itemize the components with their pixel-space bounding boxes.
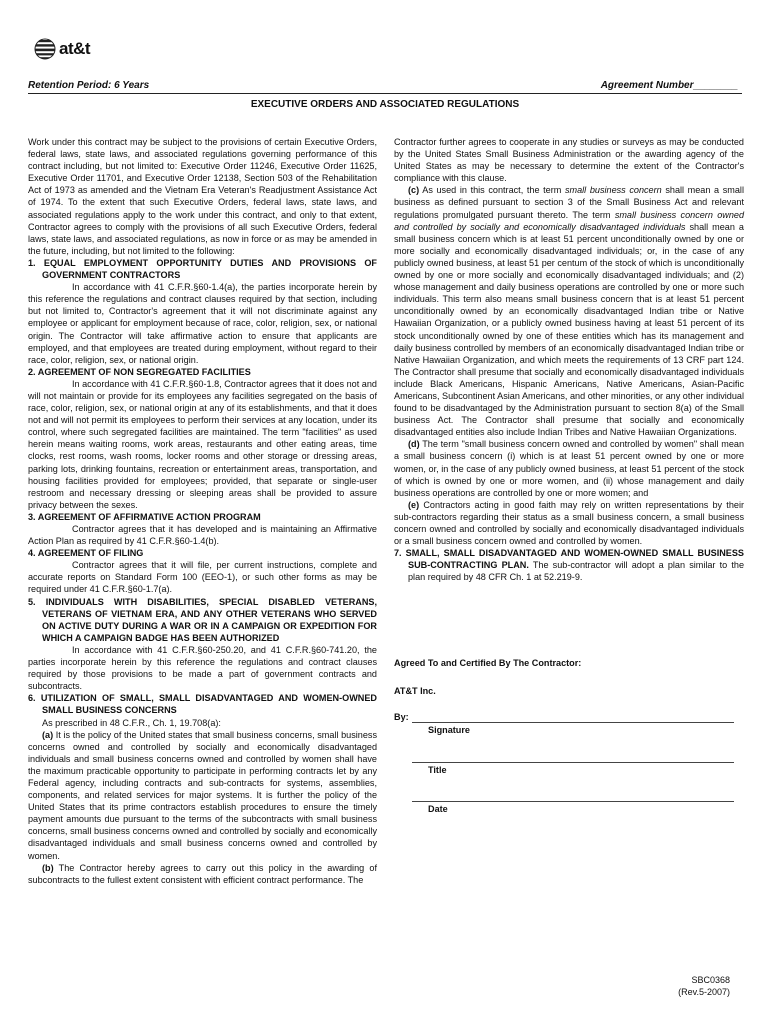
section-2-body: In accordance with 41 C.F.R.§60-1.8, Contractor agrees that it does not and will not maintain or provide for its employees any facilities segregated on the basis of race, color, religion, sex, or national origin at any of its establishments, and that it does not and will not permit its employees to perform their services at any location, under its control, where such segregated facilities are maintained. The term "facilities" as used herein means waiting rooms, work areas, restaurants and other eating areas, time clocks, rest rooms, wash rooms, locker rooms and other storage or dressing areas, parking lots, drinking fountains, recreation or entertainment areas, transportation, and housing facilities provided for employees; provided, that separate or single-user restroom and necessary dressing or sleeping areas shall be provided to assure privacy between the sexes. bbox=[28, 378, 377, 510]
section-3-heading: 3. AGREEMENT OF AFFIRMATIVE ACTION PROGRAM bbox=[28, 511, 261, 522]
clause-d-label: (d) bbox=[408, 439, 420, 450]
clause-a-label: (a) bbox=[42, 729, 54, 740]
left-column bbox=[28, 136, 377, 886]
section-6-heading: 6. UTILIZATION OF SMALL, SMALL DISADVANTAGED AND WOMEN-OWNED SMALL BUSINESS CONCERNS bbox=[28, 693, 377, 716]
title-label: Title bbox=[428, 765, 447, 775]
clause-c-term-1: small business concern bbox=[564, 185, 662, 196]
clause-c-term-2: small business concern owned and controlled by socially and economically disadvantaged individuals bbox=[394, 209, 744, 232]
section-5-heading: 5. INDIVIDUALS WITH DISABILITIES, SPECIAL DISABLED VETERANS, VETERANS OF VIETNAM ERA, AND ANY OTHER VETERANS WHO SERVED ON ACTIVE DUTY DURING A WAR OR IN A CAMPAIGN OR EXPEDITION FOR WHICH A CAMPAIGN BADGE HAS BEEN AUTHORIZED bbox=[28, 596, 377, 643]
section-2-heading: 2. AGREEMENT OF NON SEGREGATED FACILITIES bbox=[28, 366, 251, 377]
clause-e-text: Contractors acting in good faith may rely on written representations by their sub-contractors regarding their status as a small business concern, a small business concern owned and controlled by socially and economically disadvantaged individuals or a small business concern owned and controlled by women. bbox=[394, 499, 744, 547]
section-4-body: Contractor agrees that it will file, per current instructions, complete and accurate reports on Standard Form 100 (EEO-1), or such other forms as may be required under 41 C.F.R.§60-1.7(a). bbox=[28, 560, 377, 595]
logo-text: at&t bbox=[59, 39, 91, 58]
clause-e-label: (e) bbox=[408, 499, 420, 510]
title-line[interactable] bbox=[412, 762, 734, 763]
section-7-body: The sub-contractor will adopt a plan similar to the plan required by 48 CFR Ch. 1 at 52.219-9. bbox=[408, 560, 744, 583]
company-name: AT&T Inc. bbox=[394, 686, 436, 696]
section-6-prescribed: As prescribed in 48 C.F.R., Ch. 1, 19.708(a): bbox=[42, 717, 221, 728]
intro-paragraph: Work under this contract may be subject to the provisions of certain Executive Orders, federal laws, state laws, and associated regulations governing performance of this contract including, but not limited to: Executive Order 11246, Executive Order 11625, Executive Order 11701, and Executive Order 12138, Section 503 of the Rehabilitation Act of 1973 as amended and the Vietnam Era Veteran's Readjustment Assistance Act of 1974. To the extent that such Executive Orders, federal laws, state laws, and associated regulations apply to the work under this contract, and only to that extent, Contractor agrees to comply with the provisions of all such Executive Orders, federal laws, state laws, and associated regulations, as now in force or as may be amended in the future, including, but not limited to the following: bbox=[28, 137, 377, 256]
document-title: EXECUTIVE ORDERS AND ASSOCIATED REGULATIONS bbox=[250, 99, 520, 110]
att-globe-icon bbox=[34, 38, 56, 60]
header-divider bbox=[28, 93, 742, 94]
section-1-body: In accordance with 41 C.F.R.§60-1.4(a), the parties incorporate herein by this reference the regulations and contract clauses required by that section, including but not limited to, Contractor's agreement that it will not discriminate against any employee or applicant for employment because of race, color, religion, sex, or national origin. The Contractor will take affirmative action to ensure that applicants are employed, and that employees are treated during employment, without regard to their race, color, religion, sex, or national origin. bbox=[28, 282, 377, 365]
form-number bbox=[678, 974, 730, 998]
section-7 bbox=[394, 547, 744, 583]
section-3-body: Contractor agrees that it has developed and is maintaining an Affirmative Action Plan as required by 41 C.F.R.§60-1.4(b). bbox=[28, 524, 377, 547]
section-4-heading: 4. AGREEMENT OF FILING bbox=[28, 548, 144, 559]
agreement-number: Agreement Number________ bbox=[600, 80, 738, 91]
by-label: By: bbox=[394, 712, 409, 722]
clause-c-label: (c) bbox=[408, 185, 420, 196]
clause-c-text-2: shall mean a small business as defined pursuant to section 3 of the Small Business Act and relevant regulations promulgated pursuant thereto. The term bbox=[394, 185, 744, 220]
att-logo bbox=[34, 38, 90, 60]
signature-label: Signature bbox=[428, 725, 470, 735]
signature-line[interactable] bbox=[412, 722, 734, 723]
section-6-a bbox=[28, 729, 377, 862]
section-1-heading: 1. EQUAL EMPLOYMENT OPPORTUNITY DUTIES AND PROVISIONS OF GOVERNMENT CONTRACTORS bbox=[28, 257, 377, 281]
section-5-body: In accordance with 41 C.F.R.§60-250.20, and 41 C.F.R.§60-741.20, the parties incorporate herein by this reference the regulations and contract clauses required by those provisions to be made a part of government contracts and subcontracts. bbox=[28, 644, 377, 692]
retention-period: Retention Period: 6 Years bbox=[28, 80, 150, 91]
date-label: Date bbox=[428, 804, 448, 814]
clause-b-label: (b) bbox=[42, 862, 54, 873]
agreed-certified-label: Agreed To and Certified By The Contractor: bbox=[394, 658, 582, 668]
clause-a-text: It is the policy of the United states that small business concerns, small business concerns owned and controlled by socially and economically disadvantaged individuals and small business concerns owned and controlled by women shall have the maximum practicable opportunity to participate in performing contracts let by any Federal agency, including contracts and sub-contracts for systems, assemblies, components, and related services for major systems. It is further the policy of the United States that its prime contractors establish procedures to ensure the timely payment amounts due pursuant to the terms of the subcontracts with small business concerns, small business concerns owned and controlled by socially and economically disadvantaged individuals and small business concerns owned and controlled by women. bbox=[28, 729, 377, 861]
clause-c-text-1: As used in this contract, the term bbox=[419, 185, 565, 196]
date-line[interactable] bbox=[412, 801, 734, 802]
right-column bbox=[394, 136, 744, 583]
section-6-d bbox=[394, 438, 744, 498]
clause-d-text: The term "small business concern owned and controlled by women" shall mean a small business concern (i) which is at least 51 percent owned by one or more women, or, in the case of any publicly owned business, at least 51 percent of the stock of which is owned by one or more women, and (ii) whose management and daily business operations are controlled by one or more women; and bbox=[394, 439, 744, 498]
clause-b-text: The Contractor hereby agrees to carry out this policy in the awarding of subcontracts to the fullest extent consistent with efficient contract performance. The bbox=[28, 862, 377, 885]
form-code: SBC0368 bbox=[691, 975, 730, 985]
continuation-paragraph: Contractor further agrees to cooperate in any studies or surveys as may be conducted by the United States Small Business Administration or the awarding agency of the United States as may be necessary to determine the extent of the Contractor's compliance with this clause. bbox=[394, 137, 744, 184]
section-6-e bbox=[394, 499, 744, 547]
section-6-c bbox=[394, 184, 744, 438]
form-revision: (Rev.5-2007) bbox=[678, 987, 730, 997]
section-7-heading: 7. SMALL, SMALL DISADVANTAGED AND WOMEN-OWNED SMALL BUSINESS SUB-CONTRACTING PLAN. bbox=[394, 548, 744, 571]
clause-c-text-3: shall mean a small business concern which is at least 51 percent unconditionally owned by one or more socially and economically disadvantaged individuals; or, in the case of any publicly owned business, at least 51 per centum of the stock of which is unconditionally owned by one or more socially and economically disadvantaged individuals; and (2) whose management and daily business operations are controlled by one or more such individuals. This term also means small business concern that is at least 51 percent unconditionally owned by an economically disadvantaged Indian tribe or Native Hawaiian Organization, or a publicly owned business having at least 51 percent of its stock unconditionally owned by one of these entities which has its management and daily business controlled by members of an economically disadvantaged Indian tribe or Native Hawaiian Organization, and which meets the requirements of 13 CRF part 124. The Contractor shall presume that socially and economically disadvantaged individuals include Black Americans, Hispanic Americans, Native Americans, Asian-Pacific Americans, Subcontinent Asian Americans, and other minorities, or any other individual found to be disadvantaged by the Administration pursuant to section 8(a) of the Small business Act. The Contractor shall presume that socially and economically disadvantaged entities also include Indian Tribes and Native Hawaiian Organizations. bbox=[394, 221, 744, 438]
section-6-b bbox=[28, 862, 377, 886]
